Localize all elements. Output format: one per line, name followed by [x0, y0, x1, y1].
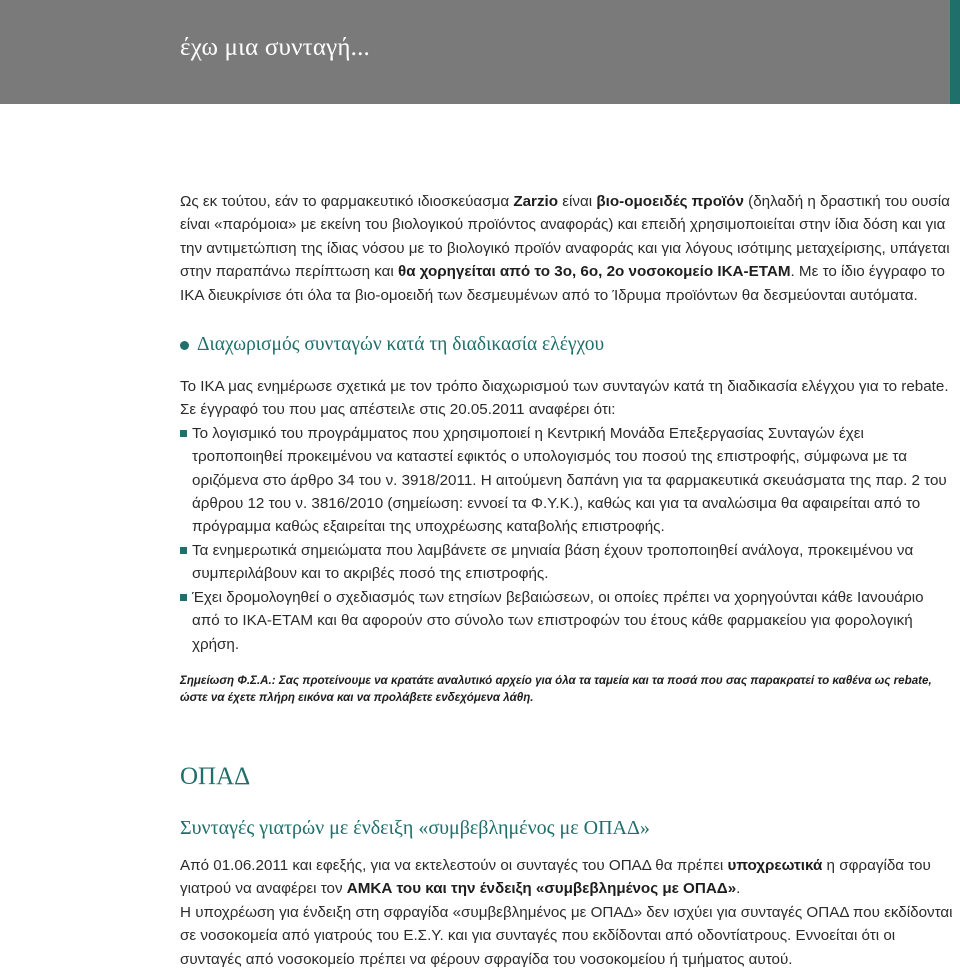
bullet-list	[180, 422, 955, 656]
opad-bold-amka: ΑΜΚΑ του και την ένδειξη «συμβεβλημένος με ΟΠΑΔ»	[346, 880, 737, 898]
opad-subtitle: Συνταγές γιατρών με ένδειξη «συμβεβλημένος με ΟΠΑΔ»	[180, 816, 650, 839]
intro-text-1: Ως εκ τούτου, εάν το φαρμακευτικό ιδιοσκεύασμα	[180, 193, 514, 210]
list-item	[180, 586, 955, 656]
section-heading-separation	[180, 334, 955, 356]
banner-accent-bar	[950, 0, 960, 104]
opad-bold-mandatory: υποχρεωτικά	[727, 856, 823, 874]
opad-text-3: .	[736, 880, 741, 898]
square-bullet-icon	[180, 547, 187, 554]
section-heading-text: Διαχωρισμός συνταγών κατά τη διαδικασία ελέγχου	[197, 334, 605, 356]
section-paragraph: Το ΙΚΑ μας ενημέρωσε σχετικά με τον τρόπο διαχωρισμού των συνταγών κατά τη διαδικασία ελέγχου για το rebate. Σε έγγραφό του που μας απέστειλε στις 20.05.2011 αναφέρει ότι:	[180, 378, 949, 419]
list-item-text: Το λογισμικό του προγράμματος που χρησιμοποιεί η Κεντρική Μονάδα Επεξεργασίας Συνταγών έχει τροποποιηθεί προκειμένου να καταστεί εφικτός ο υπολογισμός του ποσού της επιστροφής, σύμφωνα με τα οριζόμενα στο άρθρο 34 του ν. 3918/2011. Η αιτούμενη δαπάνη για τα φαρμακευτικά σκευάσματα της παρ. 2 του άρθρου 12 του ν. 3816/2010 (σημείωση: εννοεί τα Φ.Υ.Κ.), καθώς και για τα αναλώσιμα θα αφαιρείται από το πρόγραμμα καθώς εξαιρείται της υποχρέωσης καταβολής επιστροφής.	[192, 424, 947, 536]
article-body	[180, 190, 955, 971]
list-item-text: Έχει δρομολογηθεί ο σχεδιασμός των ετησίων βεβαιώσεων, οι οποίες πρέπει να χορηγούνται κάθε Ιανουάριο από το ΙΚΑ-ΕΤΑΜ και θα αφορούν στο σύνολο των επιστροφών του έτους κάθε φαρμακείου για φορολογική χρήση.	[192, 588, 924, 653]
opad-title: ΟΠΑΔ	[180, 762, 251, 790]
list-item	[180, 539, 955, 586]
opad-paragraph-1	[180, 854, 955, 901]
intro-bold-product: Zarzio	[513, 193, 559, 210]
intro-text-4: . Με το ίδιο έγγραφο το ΙΚΑ διευκρίνισε ότι όλα τα βιο-ομοειδή των δεσμευμένων από το Ίδρυμα προϊόντων θα δεσμεύονται αυτόματα.	[180, 263, 946, 304]
bullet-dot-icon	[180, 341, 189, 350]
list-item	[180, 422, 955, 539]
intro-bold-biosimilar: βιο-ομοειδές προϊόν	[596, 193, 744, 210]
opad-text-1: Από 01.06.2011 και εφεξής, για να εκτελεστούν οι συνταγές του ΟΠΑΔ θα πρέπει	[180, 856, 728, 874]
opad-paragraph-2: Η υποχρέωση για ένδειξη στη σφραγίδα «συμβεβλημένος με ΟΠΑΔ» δεν ισχύει για συνταγές ΟΠΑΔ που εκδίδονται σε νοσοκομεία από γιατρούς του Ε.Σ.Υ. και για συνταγές που εκδίδονται από οδοντίατρους. Εννοείται ότι οι συνταγές από νοσοκομείο πρέπει να φέρουν σφραγίδα του νοσοκομείου ή τμήματος αυτού.	[180, 903, 953, 968]
intro-paragraph	[180, 190, 955, 307]
intro-text-3: (δηλαδή η δραστική του ουσία είναι «παρόμοια» με εκείνη του βιολογικού προϊόντος αναφοράς) και επειδή χρησιμοποιείται στην ίδια δόση και για την αντιμετώπιση της ίδιας νόσου με το βιολογικό προϊόν αναφοράς και για λόγους ισότιμης μεταχείρισης, υπάγεται στην παραπάνω περίπτωση και	[180, 193, 950, 281]
square-bullet-icon	[180, 594, 187, 601]
fsa-note: Σημείωση Φ.Σ.Α.: Σας προτείνουμε να κρατάτε αναλυτικό αρχείο για όλα τα ταμεία και τα ποσά που σας παρακρατεί το καθένα ως rebate, ώστε να έχετε πλήρη εικόνα και να προλάβετε ενδεχόμενα λάθη.	[180, 673, 932, 705]
page-title: έχω μια συνταγή...	[180, 34, 371, 61]
header-banner	[0, 0, 960, 104]
intro-text-2: είναι	[558, 193, 597, 210]
opad-text-2: η σφραγίδα του γιατρού να αναφέρει τον	[180, 856, 931, 898]
square-bullet-icon	[180, 430, 187, 437]
intro-bold-hospitals: θα χορηγείται από το 3ο, 6ο, 2ο νοσοκομείο ΙΚΑ-ΕΤΑΜ	[398, 263, 791, 281]
list-item-text: Τα ενημερωτικά σημειώματα που λαμβάνετε σε μηνιαία βάση έχουν τροποποιηθεί ανάλογα, προκειμένου να συμπεριλάβουν και το ακριβές ποσό της επιστροφής.	[192, 541, 914, 583]
